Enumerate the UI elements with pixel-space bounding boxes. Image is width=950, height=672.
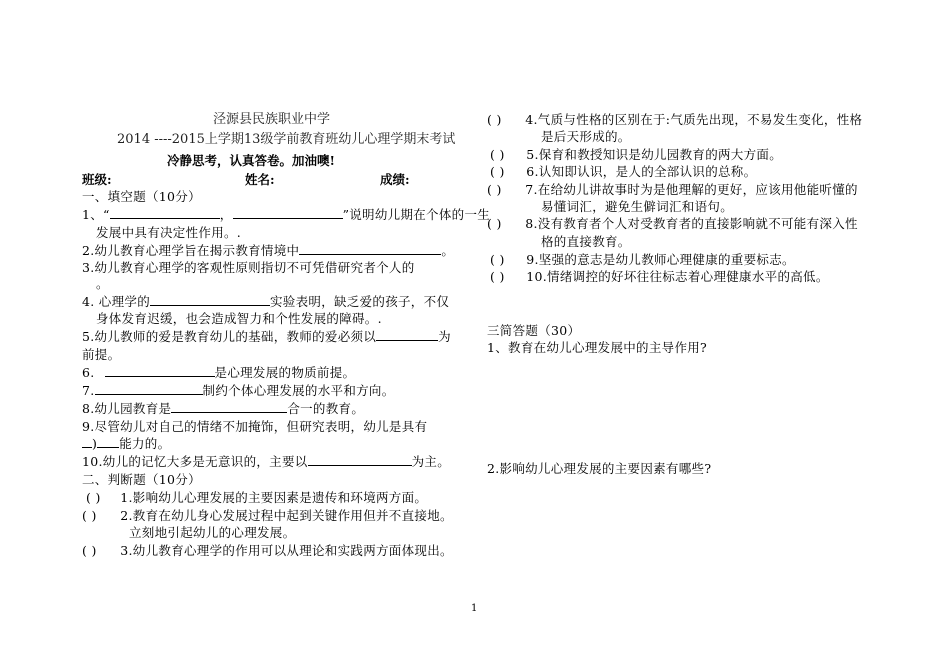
q6-text: 是心理发展的物质前提。 bbox=[214, 365, 356, 380]
fill-question-1-cont: 发展中具有决定性作用。. bbox=[96, 225, 242, 240]
blank-line[interactable] bbox=[105, 365, 215, 377]
blank-line[interactable] bbox=[308, 454, 412, 466]
judge-item-7 bbox=[487, 180, 858, 198]
answer-paren[interactable]: ( ) bbox=[490, 147, 505, 162]
blank-line[interactable] bbox=[150, 294, 270, 306]
judge-item-6 bbox=[490, 162, 756, 180]
fill-question-4 bbox=[82, 292, 449, 310]
judge-item-2-cont: 立刻地引起幼儿的心理发展。 bbox=[129, 525, 296, 540]
name-label: 姓名: bbox=[245, 172, 275, 187]
motto: 冷静思考，认真答卷。加油噢! bbox=[167, 153, 335, 168]
blank-line[interactable] bbox=[376, 329, 438, 341]
judge-item-8 bbox=[487, 214, 858, 232]
answer-paren[interactable]: ( ) bbox=[487, 182, 502, 197]
judge-item-text: 9.坚强的意志是幼儿教师心理健康的重要标志。 bbox=[526, 252, 795, 267]
judge-item-4-cont: 是后天形成的。 bbox=[541, 129, 631, 144]
blank-line[interactable] bbox=[110, 207, 220, 219]
judge-item-text: 8.没有教育者个人对受教育者的直接影响就不可能有深入性 bbox=[525, 216, 858, 231]
fill-section-heading: 一、填空题（10分） bbox=[82, 189, 201, 204]
q8-text: 8.幼儿园教育是 bbox=[82, 401, 172, 416]
judge-item-text: 6.认知即认识，是人的全部认识的总称。 bbox=[526, 164, 757, 179]
answer-paren[interactable]: ( ) bbox=[487, 112, 502, 127]
answer-paren[interactable]: ( ) bbox=[487, 216, 502, 231]
q5-text: 5.幼儿教师的爱是教育幼儿的基础，教师的爱必须以 bbox=[82, 329, 377, 344]
q9-paren: ) bbox=[92, 436, 98, 451]
answer-paren[interactable]: ( ) bbox=[490, 164, 505, 179]
answer-paren[interactable]: ( ) bbox=[490, 252, 505, 267]
fill-question-5-cont: 前提。 bbox=[82, 347, 121, 362]
blank-line[interactable] bbox=[171, 401, 287, 413]
answer-paren[interactable]: ( ) bbox=[82, 508, 97, 523]
fill-question-7 bbox=[82, 381, 395, 399]
q4-text: 4. 心理学的 bbox=[82, 294, 150, 309]
q6-num: 6. bbox=[82, 365, 95, 380]
q8-end: 合一的教育。 bbox=[287, 401, 365, 416]
judge-item-2 bbox=[82, 506, 453, 524]
judge-item-9 bbox=[490, 250, 795, 268]
q1-close: ”说明幼儿期在个体的一生 bbox=[342, 207, 491, 222]
judge-item-text: 2.教育在幼儿身心发展过程中起到关键作用但并不直接地。 bbox=[120, 508, 453, 523]
fill-question-4-cont: 身体发育迟缓，也会造成智力和个性发展的障碍。. bbox=[96, 311, 382, 326]
q1-open: 1、“ bbox=[82, 207, 110, 222]
judge-item-text: 4.气质与性格的区别在于:气质先出现，不易发生变化，性格 bbox=[525, 112, 863, 127]
blank-line[interactable] bbox=[95, 383, 203, 395]
judge-item-4 bbox=[487, 110, 862, 128]
q7-text: 制约个体心理发展的水平和方向。 bbox=[202, 383, 395, 398]
fill-question-5 bbox=[82, 327, 451, 345]
score-label: 成绩: bbox=[380, 172, 410, 187]
q1-comma: ， bbox=[219, 207, 233, 222]
judge-item-10 bbox=[490, 267, 829, 285]
q2-text: 2.幼儿教育心理学旨在揭示教育情境中 bbox=[82, 243, 300, 258]
judge-item-text: 7.在给幼儿讲故事时为是他理解的更好，应该用他能听懂的 bbox=[525, 182, 858, 197]
blank-line[interactable] bbox=[299, 243, 441, 255]
page-number: 1 bbox=[471, 603, 478, 614]
blank-line[interactable] bbox=[97, 436, 119, 448]
exam-title: 2014 ----2015上学期13级学前教育班幼儿心理学期末考试 bbox=[117, 132, 456, 147]
judge-item-text: 1.影响幼儿心理发展的主要因素是遗传和环境两方面。 bbox=[120, 490, 428, 505]
q5-end: 为 bbox=[438, 329, 451, 344]
judge-item-8-cont: 格的直接教育。 bbox=[541, 234, 631, 249]
short-section-heading: 三简答题（30） bbox=[487, 323, 581, 338]
judge-item-3 bbox=[82, 541, 453, 559]
answer-paren[interactable]: ( ) bbox=[490, 269, 505, 284]
answer-paren[interactable]: ( ) bbox=[86, 490, 101, 505]
fill-question-10 bbox=[82, 452, 450, 470]
blank-line[interactable] bbox=[82, 436, 92, 448]
q10-text: 10.幼儿的记忆大多是无意识的，主要以 bbox=[82, 454, 308, 469]
judge-item-text: 5.保育和教授知识是幼儿园教育的两大方面。 bbox=[526, 147, 783, 162]
judge-item-1 bbox=[86, 488, 427, 506]
fill-question-3-cont: 。 bbox=[96, 276, 109, 291]
fill-question-2 bbox=[82, 241, 454, 259]
fill-question-1 bbox=[82, 205, 490, 223]
school-name: 泾源县民族职业中学 bbox=[213, 112, 331, 127]
fill-question-6 bbox=[82, 363, 355, 381]
judge-section-heading: 二、判断题（10分） bbox=[82, 472, 201, 487]
short-question-2: 2.影响幼儿心理发展的主要因素有哪些? bbox=[487, 461, 712, 476]
judge-item-text: 10.情绪调控的好坏往往标志着心理健康水平的高低。 bbox=[526, 269, 829, 284]
fill-question-9-cont bbox=[82, 434, 170, 452]
q4-text-b: 实验表明，缺乏爱的孩子，不仅 bbox=[270, 294, 450, 309]
q2-end: 。 bbox=[441, 243, 455, 258]
fill-question-8 bbox=[82, 399, 364, 417]
class-label: 班级: bbox=[82, 172, 112, 187]
q9-text: 能力的。 bbox=[119, 436, 171, 451]
judge-item-text: 3.幼儿教育心理学的作用可以从理论和实践两方面体现出。 bbox=[120, 543, 453, 558]
fill-question-3: 3.幼儿教育心理学的客观性原则指切不可凭借研究者个人的 bbox=[82, 260, 415, 275]
blank-line[interactable] bbox=[233, 207, 343, 219]
fill-question-9: 9.尽管幼儿对自己的情绪不加掩饰，但研究表明，幼儿是具有 bbox=[82, 419, 428, 434]
q10-end: 为主。 bbox=[411, 454, 450, 469]
judge-item-7-cont: 易懂词汇，避免生僻词汇和语句。 bbox=[541, 199, 734, 214]
short-question-1: 1、教育在幼儿心理发展中的主导作用? bbox=[487, 340, 708, 355]
q7-num: 7. bbox=[82, 383, 95, 398]
judge-item-5 bbox=[490, 145, 782, 163]
answer-paren[interactable]: ( ) bbox=[82, 543, 97, 558]
